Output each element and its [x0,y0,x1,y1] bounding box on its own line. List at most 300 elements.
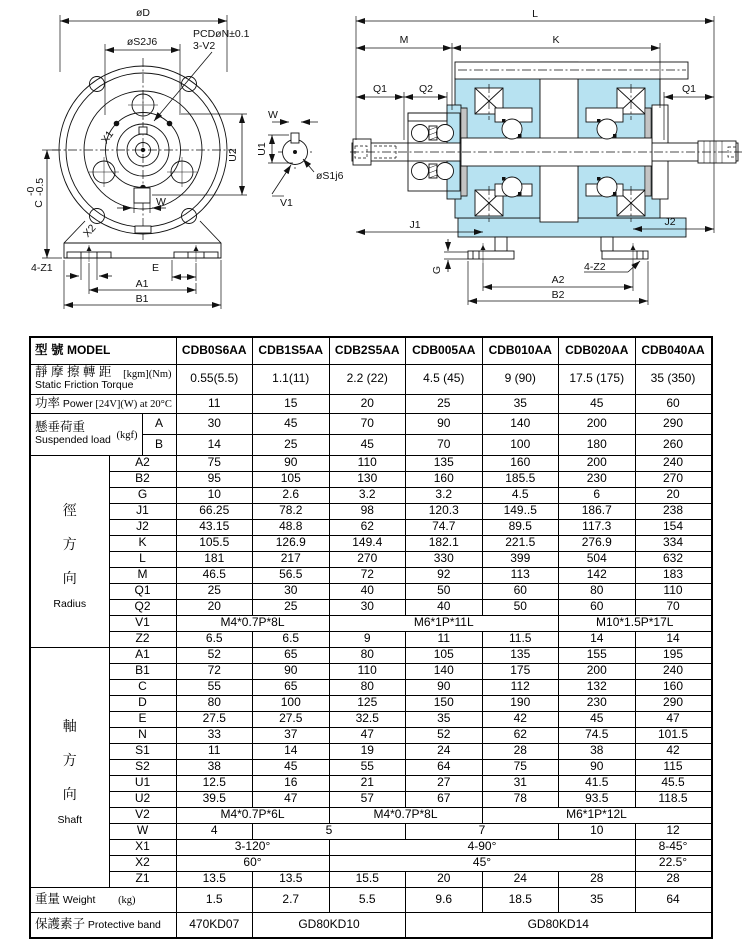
spec-value: 45 [253,413,330,434]
spec-value: 45 [329,434,406,455]
spec-value: 230 [559,471,636,487]
model-name: CDB040AA [635,337,712,364]
spec-value: 1.5 [176,887,253,912]
spec-value: 35 [406,711,483,727]
spec-value: 126.9 [253,535,330,551]
dim-label-k: K [552,34,560,46]
front-view [25,7,250,309]
spec-value: 14 [635,631,712,647]
spec-value: 78.2 [253,503,330,519]
spec-value: 40 [406,599,483,615]
spec-value: 3.2 [329,487,406,503]
spec-value: 105 [253,471,330,487]
table-row [30,807,712,823]
spec-value: 290 [635,413,712,434]
dia-label-s1: øS1j6 [316,170,344,182]
z1-note: 4-Z1 [31,262,53,274]
dim-label-w: W [156,196,166,208]
param-key: B [142,434,176,455]
table-row [30,887,712,912]
model-header [30,337,176,364]
spec-value: 11 [176,743,253,759]
spec-value: 334 [635,535,712,551]
spec-value: 62 [482,727,559,743]
spec-value: 4.5 [482,487,559,503]
spec-value: 115 [635,759,712,775]
spec-value: 35 (350) [635,364,712,394]
param-key: U2 [109,791,176,807]
spec-value: 399 [482,551,559,567]
table-row [30,364,712,394]
spec-value: 140 [482,413,559,434]
spec-value: 25 [406,394,483,413]
label-zh: 軸 [62,717,77,734]
group-label-box [31,493,109,610]
param-key: W [109,823,176,839]
table-row [30,413,712,434]
label-zh: 懸垂荷重 [35,420,86,435]
param-key: K [109,535,176,551]
tap-label-v1: V1 [280,197,293,209]
spec-value: 89.5 [482,519,559,535]
spec-value: 20 [176,599,253,615]
param-key: A [142,413,176,434]
dim-label-s2: øS2J6 [126,36,158,48]
technical-drawings [0,0,742,334]
label-zh: 型 號 [35,342,67,357]
spec-value: 0.55(5.5) [176,364,253,394]
v2-screw [114,121,120,127]
table-header-row [30,337,712,364]
keyway [291,133,299,143]
spec-value: 60 [482,583,559,599]
table-row [30,823,712,839]
svg-text:-0: -0 [25,186,37,196]
spec-value: 9 (90) [482,364,559,394]
spec-value: 62 [329,519,406,535]
spec-value: 125 [329,695,406,711]
table-row [30,775,712,791]
table-row [30,503,712,519]
v2-screw [167,121,173,127]
spec-value: 28 [635,871,712,887]
spec-value: 20 [329,394,406,413]
spec-value: 9.6 [406,887,483,912]
table-row [30,759,712,775]
param-key: Z1 [109,871,176,887]
spec-value: 155 [559,647,636,663]
dim-label-c [25,178,46,208]
spec-value: 27.5 [176,711,253,727]
spec-value: 330 [406,551,483,567]
svg-text:-0.5: -0.5 [34,177,46,196]
angle-label-x2: X2 [81,222,99,240]
spec-value: 45° [329,855,635,871]
spec-value: M4*0.7P*8L [329,807,482,823]
group-label [30,647,109,887]
row-label [30,912,176,938]
param-key: X2 [109,855,176,871]
keyway [134,188,150,203]
spec-value: 105.5 [176,535,253,551]
label-line1 [35,366,172,380]
table-row [30,695,712,711]
param-key: E [109,711,176,727]
dim-label-a1: A1 [135,278,149,290]
spec-value: 45 [253,759,330,775]
spec-value: 31 [482,775,559,791]
param-key: G [109,487,176,503]
spec-value: 175 [482,663,559,679]
param-key: A2 [109,455,176,471]
spec-value: 140 [406,663,483,679]
spec-value: 25 [253,434,330,455]
spec-value: 11 [406,631,483,647]
spec-value: 21 [329,775,406,791]
spec-value: 47 [329,727,406,743]
spec-value: 45 [559,394,636,413]
spec-value: 70 [329,413,406,434]
dim-label-l: L [532,8,538,20]
svg-text:C: C [33,200,45,208]
spec-value: 110 [329,663,406,679]
label-zh: 保護素子 [35,916,86,931]
row-label [30,394,176,413]
spec-value: 32.5 [329,711,406,727]
dim-label-e: E [152,262,160,274]
dim-label-w: W [268,109,278,121]
spec-value: 14 [176,434,253,455]
spec-value: 30 [176,413,253,434]
spec-value: 3.2 [406,487,483,503]
spec-value: 33 [176,727,253,743]
spec-value: 14 [559,631,636,647]
spec-value: 230 [559,695,636,711]
spec-value: 50 [482,599,559,615]
spec-value: 4-90° [329,839,635,855]
model-name: CDB010AA [482,337,559,364]
spec-value: 135 [406,455,483,471]
spec-value: 67 [406,791,483,807]
label-zh: 方 [62,751,77,768]
table-row [30,535,712,551]
spec-value: 52 [406,727,483,743]
spec-value: 1.1(11) [253,364,330,394]
label-unit: (kgf) [116,430,138,442]
table-row [30,394,712,413]
spec-value: 64 [406,759,483,775]
param-key: V1 [109,615,176,631]
dim-label-od: øD [136,7,150,19]
param-key: X1 [109,839,176,855]
spec-value: 270 [329,551,406,567]
spec-value: 70 [406,434,483,455]
table-row [30,471,712,487]
spec-value: 52 [176,647,253,663]
table-row [30,855,712,871]
spec-value: 18.5 [482,887,559,912]
model-name: CDB1S5AA [253,337,330,364]
spec-value: 75 [176,455,253,471]
table-row [30,839,712,855]
spec-value: M10*1.5P*17L [559,615,712,631]
model-name: CDB2S5AA [329,337,406,364]
spec-value: 130 [329,471,406,487]
spec-value: 4 [176,823,253,839]
dim-label-u1: U1 [256,142,268,156]
dim-label-u2: U2 [227,148,239,162]
param-key: B2 [109,471,176,487]
param-key: Q1 [109,583,176,599]
table-row [30,647,712,663]
spec-value: 240 [635,663,712,679]
spec-value: 154 [635,519,712,535]
spec-value: 185.5 [482,471,559,487]
spec-value: 56.5 [253,567,330,583]
spec-value: 100 [482,434,559,455]
spec-value: 6 [559,487,636,503]
spec-value: 27.5 [253,711,330,727]
z2-note: 4-Z2 [584,261,606,273]
spec-value: 10 [559,823,636,839]
spec-value: 30 [329,599,406,615]
spec-value: 50 [406,583,483,599]
pcd-note: PCDøN±0.1 [193,28,250,40]
spec-value: 160 [482,455,559,471]
spec-value: 48.8 [253,519,330,535]
spec-value: 4.5 (45) [406,364,483,394]
spec-value: 30 [253,583,330,599]
spec-value: 5 [253,823,406,839]
spec-value: 47 [253,791,330,807]
spec-value: GD80KD10 [253,912,406,938]
spec-value: 24 [406,743,483,759]
spec-value: 72 [329,567,406,583]
param-key: J2 [109,519,176,535]
spec-value: 43.15 [176,519,253,535]
spec-value: 110 [635,583,712,599]
spec-value: 5.5 [329,887,406,912]
spec-value: 238 [635,503,712,519]
label-en: Suspended load [35,434,111,447]
table-row [30,455,712,471]
spec-value: 72 [176,663,253,679]
label-zh: 向 [62,785,77,802]
label-unit: [24V](W) at 20°C [92,398,172,410]
dim-label-g: G [431,265,443,275]
model-name: CDB005AA [406,337,483,364]
spec-value: 270 [635,471,712,487]
spec-value: 25 [176,583,253,599]
dim-label-b1: B1 [135,293,149,305]
spec-value: 186.7 [559,503,636,519]
spec-value: 200 [559,455,636,471]
label-zh: 靜 摩 擦 轉 距 [35,365,112,380]
spec-value: 142 [559,567,636,583]
spec-value: 37 [253,727,330,743]
spec-value: 11 [176,394,253,413]
spec-value: 11.5 [482,631,559,647]
spec-value: 75 [482,759,559,775]
table-row [30,615,712,631]
spec-value: 132 [559,679,636,695]
spec-value: 217 [253,551,330,567]
table-row [30,583,712,599]
spec-value: 35 [559,887,636,912]
spec-value: 39.5 [176,791,253,807]
spec-value: 2.2 (22) [329,364,406,394]
spec-value: 182.1 [406,535,483,551]
spec-value: 47 [635,711,712,727]
spec-value: 28 [482,743,559,759]
table-row [30,912,712,938]
label-en: Weight [60,893,96,906]
table-row [30,631,712,647]
spec-value: 95 [176,471,253,487]
table-row [30,567,712,583]
spec-value: 112 [482,679,559,695]
table-row [30,679,712,695]
spec-value: 8-45° [635,839,712,855]
spec-value: 470KD07 [176,912,253,938]
spec-value: 65 [253,647,330,663]
spec-value: 80 [329,647,406,663]
spec-value: 260 [635,434,712,455]
row-label [30,413,142,455]
label-en: Protective band [85,918,161,931]
label-unit: [kgm](Nm) [123,368,172,380]
row-label [30,887,176,912]
spec-value: 19 [329,743,406,759]
spec-value: 74.5 [559,727,636,743]
table-row [30,663,712,679]
spec-value: 113 [482,567,559,583]
group-label [30,455,109,647]
param-key: A1 [109,647,176,663]
label-en: Radius [53,597,87,610]
spec-value: 2.6 [253,487,330,503]
param-key: V2 [109,807,176,823]
spec-value: 57 [329,791,406,807]
dim-label-b2: B2 [551,289,565,301]
label-zh: 方 [62,535,77,552]
spec-value: 90 [559,759,636,775]
spec-value: 90 [406,679,483,695]
param-key: J1 [109,503,176,519]
table-row [30,743,712,759]
spec-value: 42 [482,711,559,727]
spec-value: 14 [253,743,330,759]
label-en: Power [60,397,93,410]
table-row [30,711,712,727]
spec-value: 12.5 [176,775,253,791]
spec-value: 38 [176,759,253,775]
spec-value: 6.5 [176,631,253,647]
spec-value: 92 [406,567,483,583]
spec-value: 160 [406,471,483,487]
spec-value: 22.5° [635,855,712,871]
spec-value: M6*1P*11L [329,615,559,631]
param-key: S1 [109,743,176,759]
dim-label-j2: J2 [664,216,676,228]
spec-value: 78 [482,791,559,807]
through-hole [128,90,158,120]
spec-value: 10 [176,487,253,503]
spec-value: 45.5 [635,775,712,791]
dim-label-j1: J1 [409,219,421,231]
spec-value: 120.3 [406,503,483,519]
spec-value: 3-120° [176,839,329,855]
section-view [350,8,742,305]
spec-value: 27 [406,775,483,791]
spec-value: 180 [559,434,636,455]
spec-value: 46.5 [176,567,253,583]
table-row [30,871,712,887]
spec-value: 38 [559,743,636,759]
spec-value: 13.5 [253,871,330,887]
spec-value: 35 [482,394,559,413]
spec-value: 504 [559,551,636,567]
spec-value: 55 [176,679,253,695]
spec-value: 100 [253,695,330,711]
spec-value: 65 [253,679,330,695]
table-row [30,791,712,807]
param-key: Z2 [109,631,176,647]
label-unit: (kg) [115,894,136,906]
table-row [30,727,712,743]
spec-value: 149..5 [482,503,559,519]
param-key: B1 [109,663,176,679]
spec-value: 20 [406,871,483,887]
spec-value: 90 [406,413,483,434]
spec-value: 17.5 (175) [559,364,636,394]
spec-value: 240 [635,455,712,471]
spec-value: 70 [635,599,712,615]
v2-note: 3-V2 [193,40,216,52]
model-name: CDB0S6AA [176,337,253,364]
spec-value: 93.5 [559,791,636,807]
dim-label-m: M [399,34,409,46]
spec-value: 150 [406,695,483,711]
mounting-feet [468,237,648,263]
spec-value: 64 [635,887,712,912]
spec-value: 60 [635,394,712,413]
label-en: Static Friction Torque [35,379,134,392]
label-zh: 徑 [62,501,77,518]
spec-value: 90 [253,455,330,471]
spec-value: 7 [406,823,559,839]
spec-value: 16 [253,775,330,791]
spec-value: 101.5 [635,727,712,743]
spec-value: 15 [253,394,330,413]
spec-value: 183 [635,567,712,583]
param-key: Q2 [109,599,176,615]
label-en: MODEL [66,342,111,357]
spec-value: 2.7 [253,887,330,912]
spec-value: 632 [635,551,712,567]
spec-value: 60 [559,599,636,615]
spec-value: 276.9 [559,535,636,551]
spec-value: 221.5 [482,535,559,551]
spec-value: 45 [559,711,636,727]
spec-value: 105 [406,647,483,663]
spec-value: 290 [635,695,712,711]
spec-value: M6*1P*12L [482,807,712,823]
spec-value: 9 [329,631,406,647]
label-zh: 向 [62,569,77,586]
spec-value: 25 [253,599,330,615]
spec-value: 160 [635,679,712,695]
